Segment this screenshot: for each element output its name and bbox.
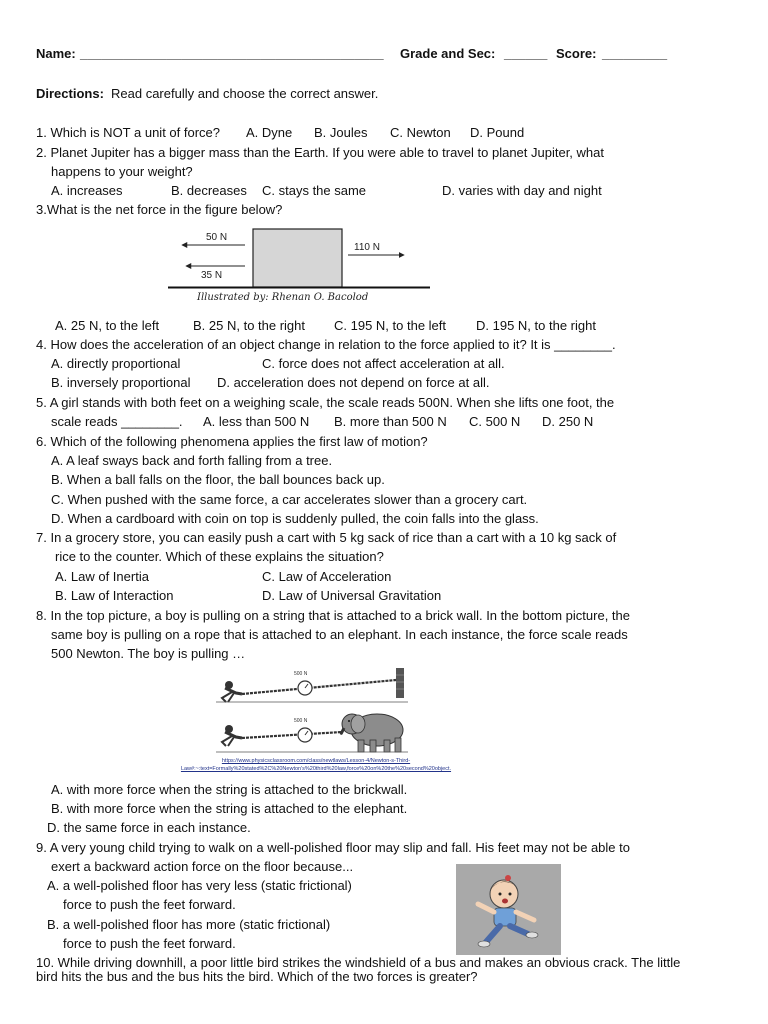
option-d[interactable]: D. Pound — [470, 125, 525, 140]
question-text: 7. In a grocery store, you can easily push a cart with 5 kg sack of rice than a cart with a 10 kg sack of — [36, 530, 617, 545]
question-text: 6. Which of the following phenomena applies the first law of motion? — [36, 434, 428, 449]
question-text: rice to the counter. Which of these explains the situation? — [55, 549, 384, 564]
option-b[interactable]: B. When a ball falls on the floor, the ball bounces back up. — [51, 472, 385, 487]
option-a-continued: force to push the feet forward. — [63, 897, 236, 912]
option-b[interactable]: B. a well-polished floor has more (static frictional) — [47, 917, 331, 932]
brick-wall — [396, 668, 404, 698]
block — [253, 229, 342, 287]
option-b-continued: force to push the feet forward. — [63, 936, 236, 951]
question-text: 1. Which is NOT a unit of force? — [36, 125, 220, 140]
source-link-line-1[interactable]: https://www.physicsclassroom.com/class/newtlaws/Lesson-4/Newton-s-Third- — [221, 758, 411, 764]
force-diagram — [168, 224, 430, 294]
option-b[interactable]: B. inversely proportional — [51, 375, 191, 390]
question-text: 10. While driving downhill, a poor little bird strikes the windshield of a bus and makes an obvious crack. The little — [36, 955, 681, 970]
option-a[interactable]: A. 25 N, to the left — [55, 318, 160, 333]
question-text: scale reads ________. — [51, 414, 183, 429]
option-a[interactable]: A. A leaf sways back and forth falling from a tree. — [51, 453, 333, 468]
question-text: exert a backward action force on the floor because... — [51, 859, 354, 874]
question-text: 2. Planet Jupiter has a bigger mass than the Earth. If you were able to travel to planet Jupiter, what — [36, 145, 604, 160]
source-link-line-2[interactable]: Law#:~:text=Formally%20stated%2C%20Newton's%20third%20law,force%20on%20the%20second%20object. — [180, 766, 452, 772]
name-label: Name: — [36, 46, 76, 61]
figure-caption: Illustrated by: Rhenan O. Bacolod — [197, 292, 369, 303]
option-c[interactable]: C. Newton — [390, 125, 451, 140]
option-a[interactable]: A. a well-polished floor has very less (static frictional) — [47, 878, 352, 893]
option-d[interactable]: D. Law of Universal Gravitation — [262, 588, 442, 603]
option-c[interactable]: C. 195 N, to the left — [334, 318, 447, 333]
question-text: 500 Newton. The boy is pulling … — [51, 646, 246, 661]
question-text: 3.What is the net force in the figure below? — [36, 202, 283, 217]
option-d[interactable]: D. the same force in each instance. — [47, 820, 251, 835]
string-top — [242, 680, 396, 694]
question-text: 5. A girl stands with both feet on a weighing scale, the scale reads 500N. When she lifts one foot, the — [36, 395, 615, 410]
option-b[interactable]: B. more than 500 N — [334, 414, 447, 429]
option-a[interactable]: A. Dyne — [246, 125, 293, 140]
boy-bottom — [222, 725, 242, 746]
scale-label-top: 500 N — [294, 671, 308, 677]
option-a[interactable]: A. increases — [51, 183, 123, 198]
label-110n: 110 N — [354, 242, 380, 253]
option-a[interactable]: A. less than 500 N — [203, 414, 310, 429]
grade-label: Grade and Sec: — [400, 46, 496, 61]
child-illustration — [456, 864, 561, 955]
option-c[interactable]: C. force does not affect acceleration at all. — [262, 356, 505, 371]
label-35n: 35 N — [201, 270, 223, 281]
directions-label: Directions: — [36, 86, 104, 101]
slipping-child-photo — [456, 864, 561, 955]
option-b[interactable]: B. Joules — [314, 125, 368, 140]
option-b[interactable]: B. Law of Interaction — [55, 588, 174, 603]
question-text: 4. How does the acceleration of an object change in relation to the force applied to it? It is ________. — [36, 337, 616, 352]
option-d[interactable]: D. acceleration does not depend on force at all. — [217, 375, 490, 390]
label-50n: 50 N — [206, 232, 228, 243]
boy-top — [222, 681, 242, 702]
option-c[interactable]: C. stays the same — [262, 183, 367, 198]
tug-diagram — [212, 666, 412, 758]
option-a[interactable]: A. Law of Inertia — [55, 569, 149, 584]
question-text: bird hits the bus and the bus hits the bird. Which of the two forces is greater? — [36, 969, 478, 984]
score-blank[interactable]: _________ — [602, 46, 668, 61]
elephant — [341, 714, 403, 752]
option-b[interactable]: B. with more force when the string is attached to the elephant. — [51, 801, 408, 816]
score-label: Score: — [556, 46, 597, 61]
option-c[interactable]: C. When pushed with the same force, a car accelerates slower than a grocery cart. — [51, 492, 528, 507]
option-d[interactable]: D. 250 N — [542, 414, 594, 429]
rope-bottom — [242, 732, 342, 738]
question-text: 8. In the top picture, a boy is pulling on a string that is attached to a brick wall. In the bottom picture, the — [36, 608, 631, 623]
option-a[interactable]: A. with more force when the string is attached to the brickwall. — [51, 782, 408, 797]
option-c[interactable]: C. 500 N — [469, 414, 521, 429]
directions-text: Read carefully and choose the correct answer. — [111, 86, 379, 101]
option-d[interactable]: D. When a cardboard with coin on top is suddenly pulled, the coin falls into the glass. — [51, 511, 539, 526]
option-b[interactable]: B. 25 N, to the right — [193, 318, 306, 333]
option-b[interactable]: B. decreases — [171, 183, 247, 198]
option-c[interactable]: C. Law of Acceleration — [262, 569, 392, 584]
question-text: same boy is pulling on a rope that is attached to an elephant. In each instance, the force scale reads — [51, 627, 628, 642]
option-d[interactable]: D. 195 N, to the right — [476, 318, 596, 333]
grade-blank[interactable]: ______ — [504, 46, 548, 61]
name-blank[interactable]: __________________________________________ — [80, 46, 384, 61]
scale-label-bottom: 500 N — [294, 718, 308, 724]
question-text: 9. A very young child trying to walk on a well-polished floor may slip and fall. His feet may not be able to — [36, 840, 630, 855]
question-text: happens to your weight? — [51, 164, 193, 179]
option-d[interactable]: D. varies with day and night — [442, 183, 602, 198]
option-a[interactable]: A. directly proportional — [51, 356, 181, 371]
